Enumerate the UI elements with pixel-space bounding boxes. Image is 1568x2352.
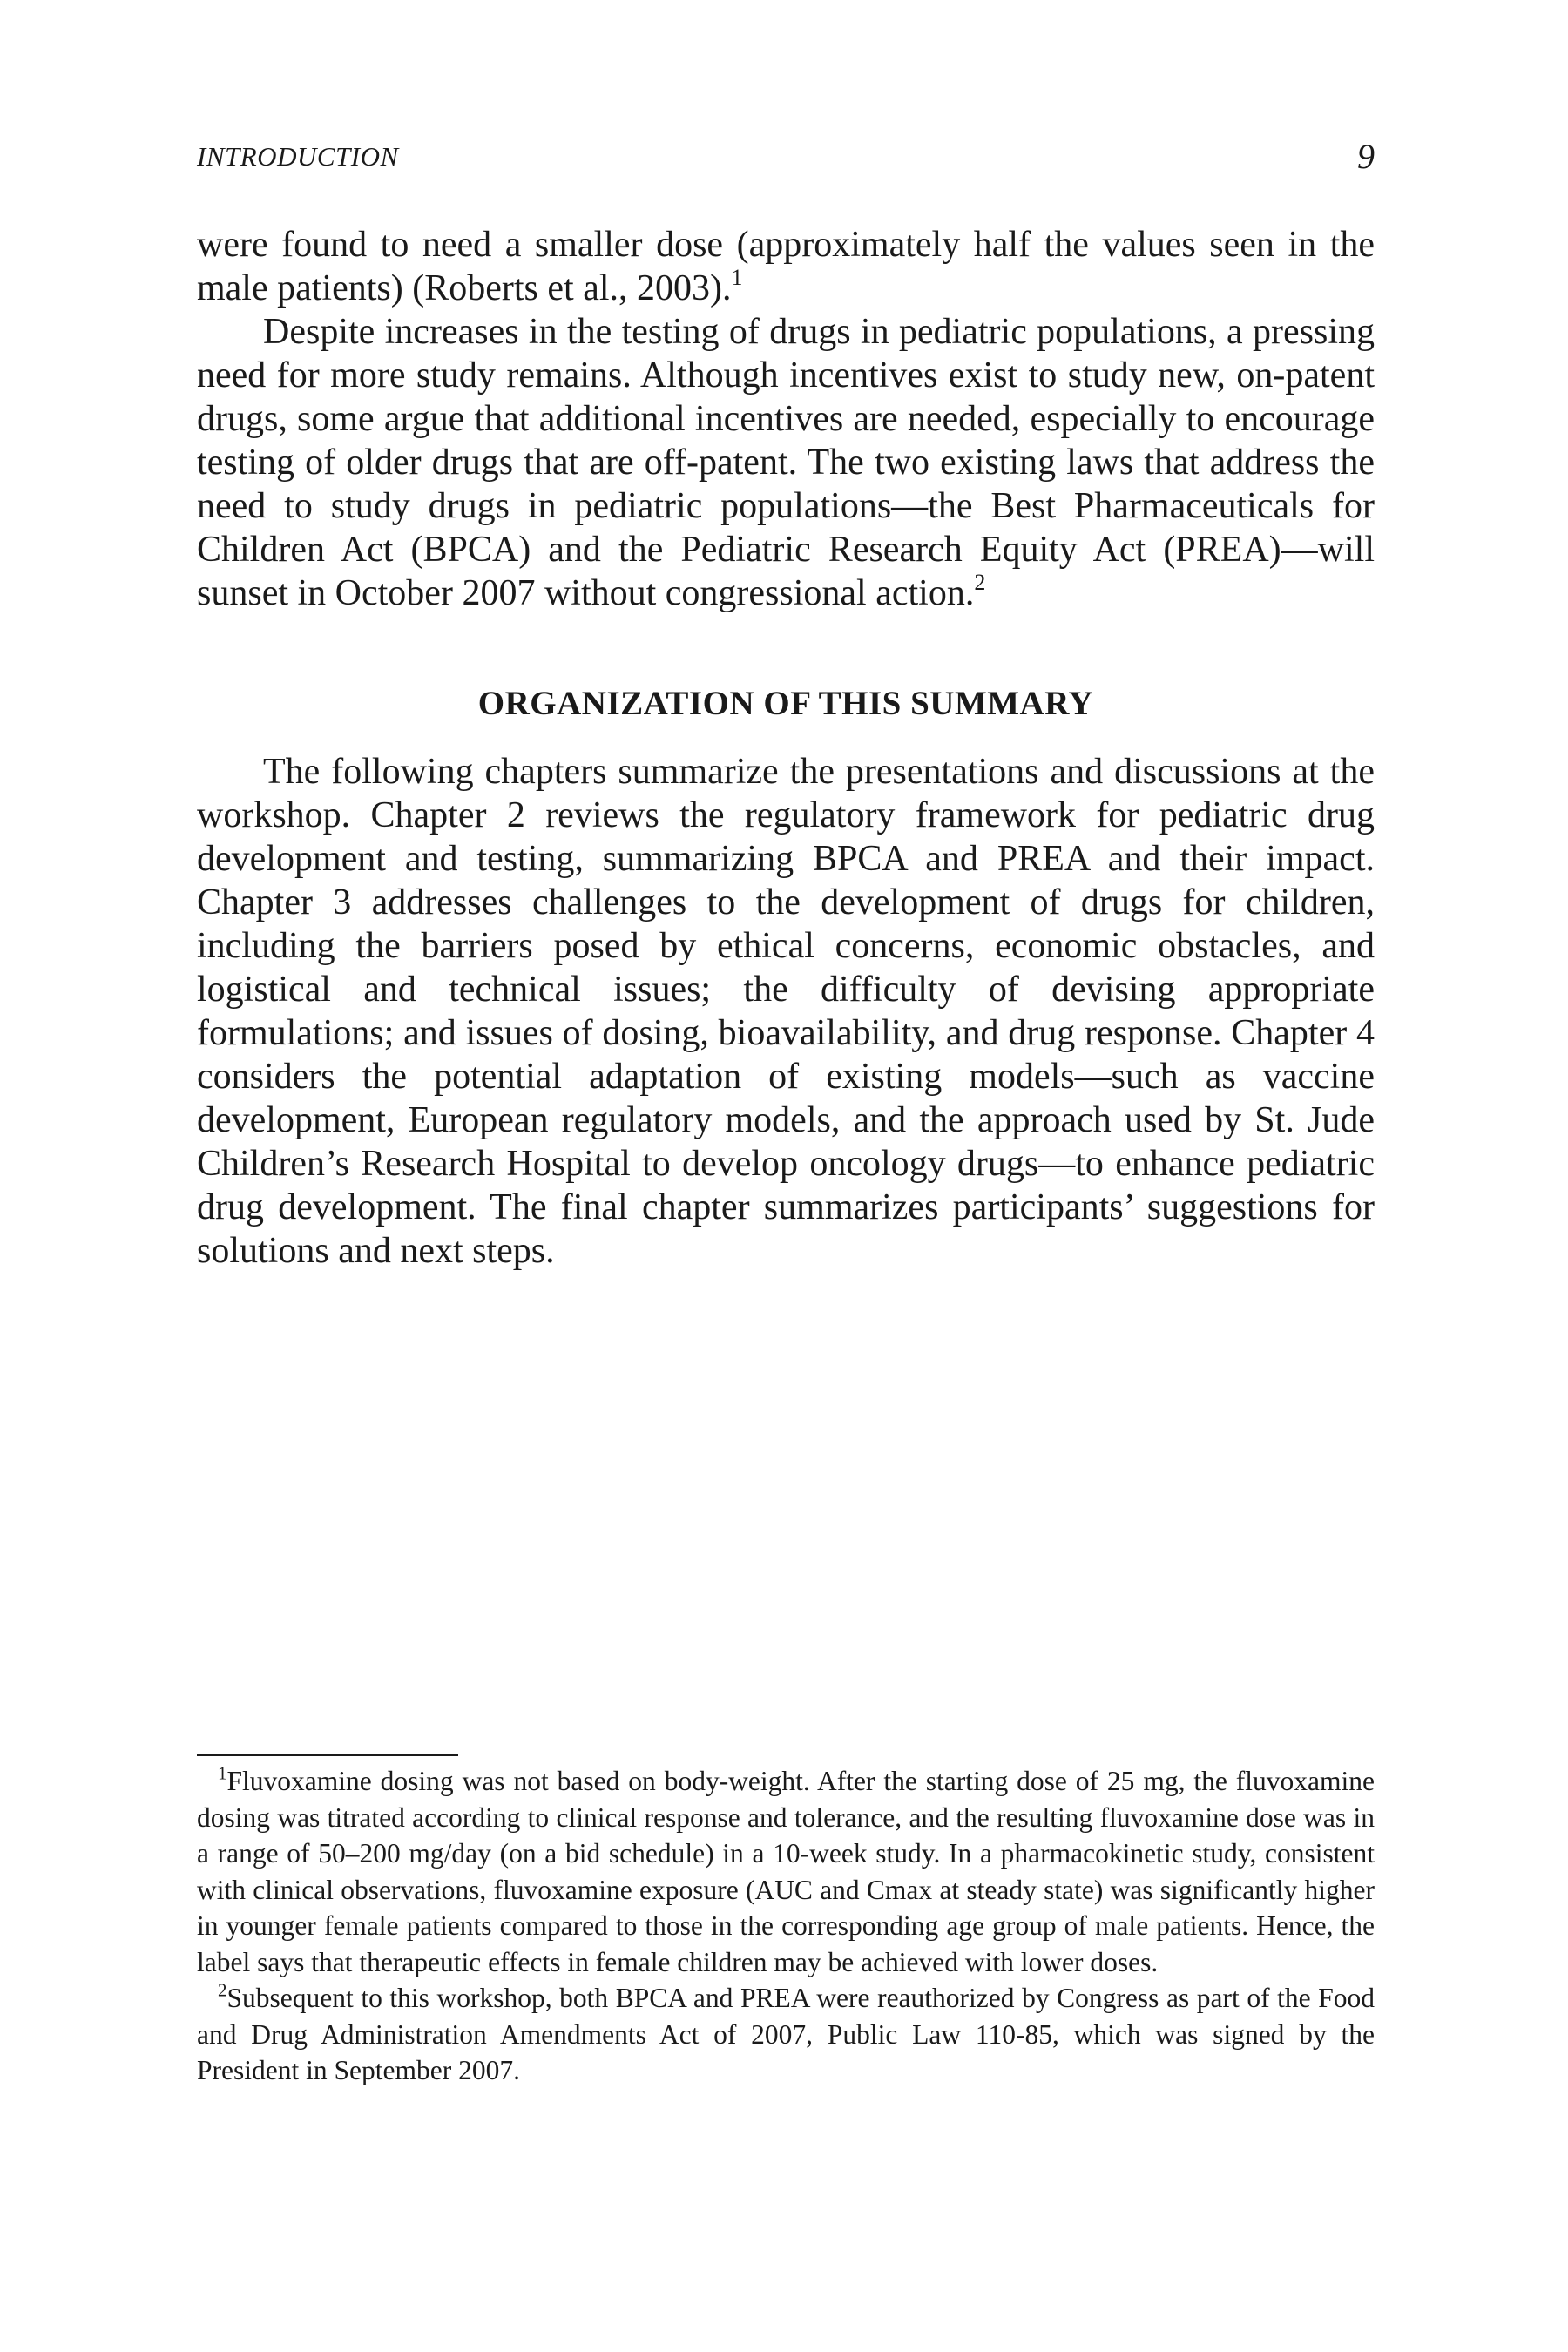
running-title: INTRODUCTION	[197, 141, 399, 172]
paragraph-organization	[197, 750, 1375, 1273]
paragraph-continued	[197, 223, 1375, 310]
footnote-divider	[197, 1754, 458, 1756]
section-heading: ORGANIZATION OF THIS SUMMARY	[477, 685, 1094, 722]
footnote-ref: 2	[974, 570, 986, 596]
footnote-marker: 2	[218, 1979, 227, 2001]
running-head	[197, 138, 1375, 176]
paragraph-pediatric-need	[197, 310, 1375, 615]
footnote-ref: 1	[731, 265, 743, 291]
body-text	[197, 223, 1375, 1273]
page-number: 9	[1357, 137, 1375, 176]
footnote-2	[197, 1980, 1375, 2089]
footnotes	[197, 1763, 1375, 2089]
footnote-1	[197, 1763, 1375, 1980]
footnote-marker: 1	[218, 1762, 227, 1784]
paragraph-text: The following chapters summarize the presentations and discussions at the workshop. Chapter 2 reviews the regulatory framework for pediatric drug development and testing, summarizing BPCA and PREA and their impact. Chapter 3 addresses challenges to the development of drugs for children, including the barriers posed by ethical concerns, economic obstacles, and logistical and technical issues; the difficulty of devising appropriate formulations; and issues of dosing, bioavailability, and drug response. Chapter 4 considers the potential adaptation of existing models—such as vaccine development, European regulatory models, and the approach used by St. Jude Children’s Research Hospital to develop oncology drugs—to enhance pediatric drug development. The final chapter summarizes participants’ suggestions for solutions and next steps.	[197, 752, 1375, 1271]
footnote-text: Subsequent to this workshop, both BPCA and PREA were reauthorized by Congress as part of the Food and Drug Administration Amendments Act of 2007, Public Law 110-85, which was signed by the President in September 2007.	[197, 1983, 1375, 2085]
paragraph-text: were found to need a smaller dose (approximately half the values seen in the male patients) (Roberts et al., 2003).	[197, 225, 1375, 308]
footnote-text: Fluvoxamine dosing was not based on body-weight. After the starting dose of 25 mg, the fluvoxamine dosing was titrated according to clinical response and tolerance, and the resulting fluvoxamine dose was in a range of 50–200 mg/day (on a bid schedule) in a 10-week study. In a pharmacokinetic study, consistent with clinical observations, fluvoxamine exposure (AUC and Cmax at steady state) was significantly higher in younger female patients compared to those in the corresponding age group of male patients. Hence, the label says that therapeutic effects in female children may be achieved with lower doses.	[197, 1766, 1375, 1977]
paragraph-text: Despite increases in the testing of drugs in pediatric populations, a pressing need for more study remains. Although incentives exist to study new, on-patent drugs, some argue that additional incentives are needed, especially to encourage testing of older drugs that are off-patent. The two existing laws that address the need to study drugs in pediatric populations—the Best Pharmaceuticals for Children Act (BPCA) and the Pediatric Research Equity Act (PREA)—will sunset in October 2007 without congressional action.	[197, 312, 1375, 613]
